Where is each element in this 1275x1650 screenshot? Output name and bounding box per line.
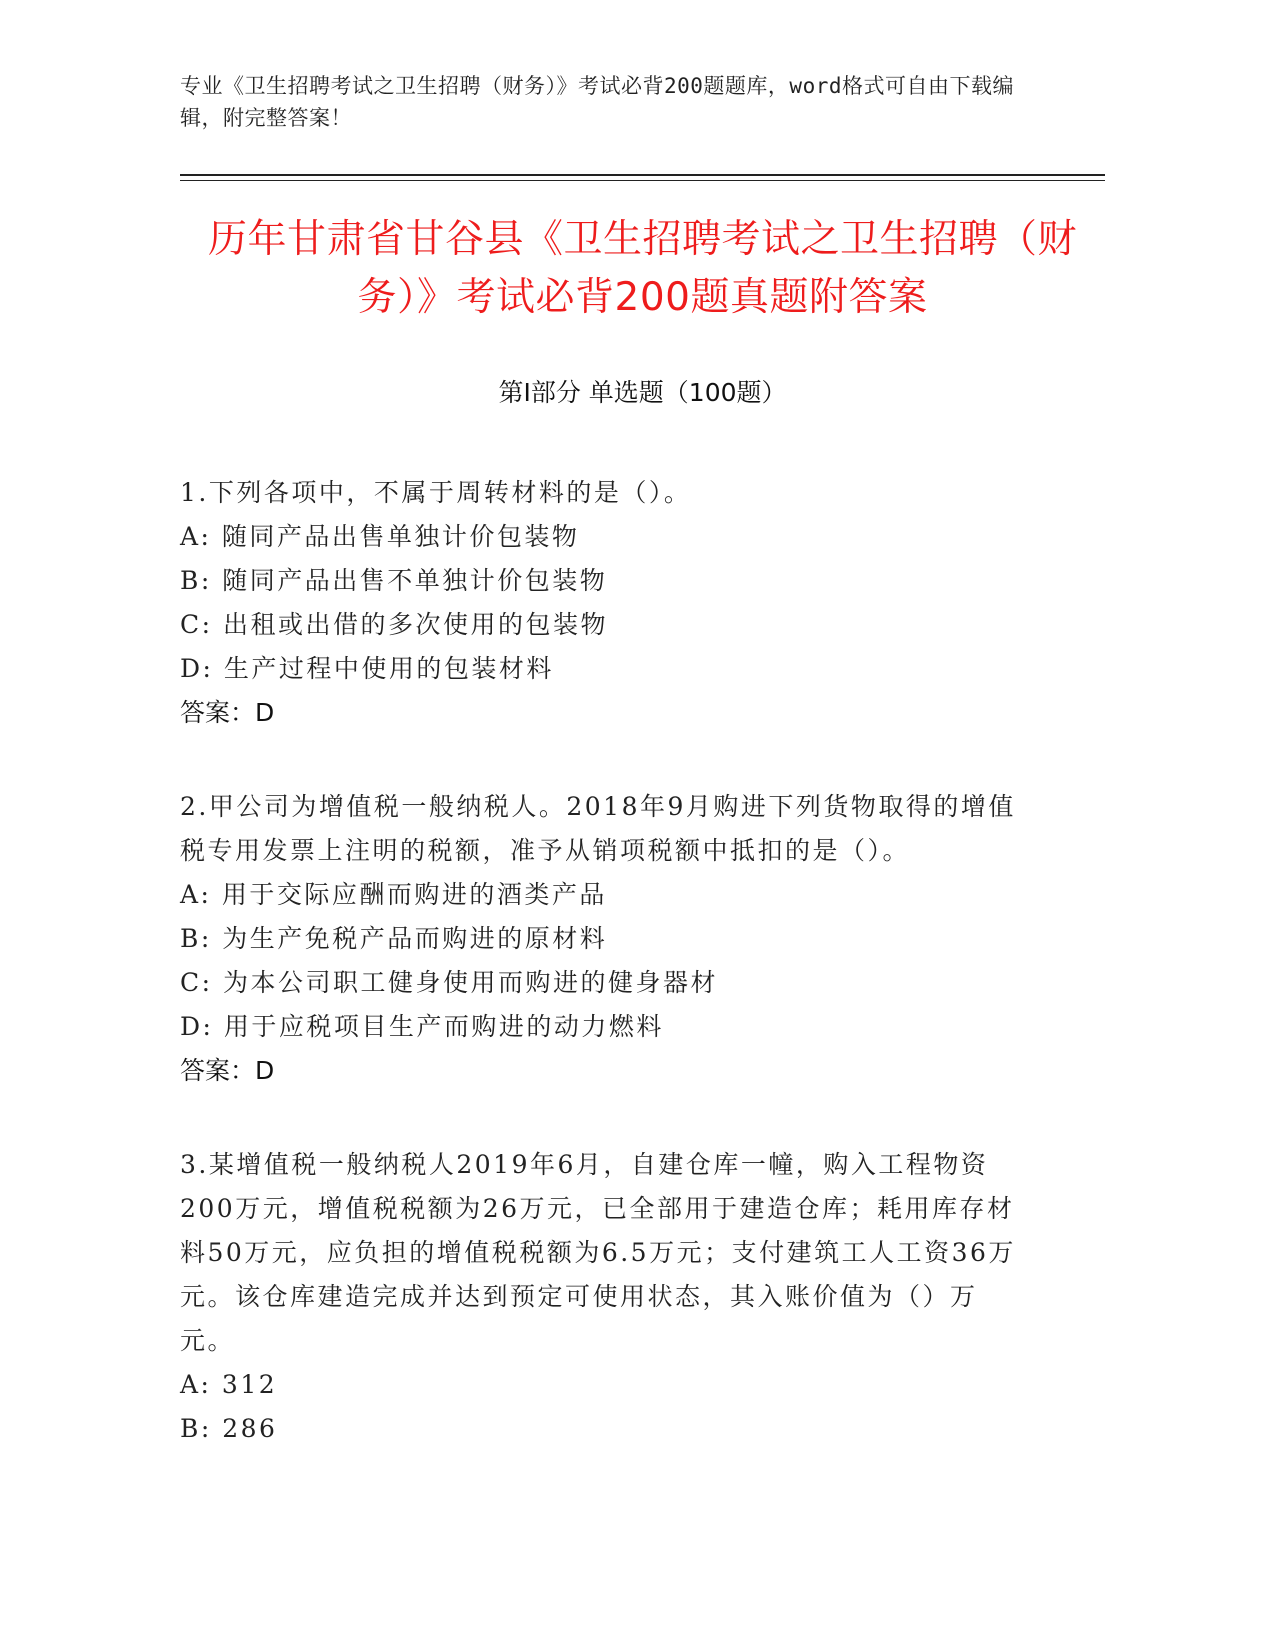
question-1 <box>180 471 1105 735</box>
document-page <box>180 70 1105 1451</box>
option-c: C: 出租或出借的多次使用的包装物 <box>180 610 608 639</box>
option-d: D: 用于应税项目生产而购进的动力燃料 <box>180 1012 664 1041</box>
option-b: B: 为生产免税产品而购进的原材料 <box>180 924 608 953</box>
option-b: B: 286 <box>180 1414 278 1443</box>
header-note: 专业《卫生招聘考试之卫生招聘（财务）》考试必背200题题库，word格式可自由下载编辑，附完整答案！ <box>180 74 1014 130</box>
option-a: A: 312 <box>180 1370 278 1399</box>
option-a: A: 随同产品出售单独计价包装物 <box>180 522 580 551</box>
option-c: C: 为本公司职工健身使用而购进的健身器材 <box>180 968 718 997</box>
section-heading: 第I部分 单选题（100题） <box>498 378 787 407</box>
question-text: 3.某增值税一般纳税人2019年6月，自建仓库一幢，购入工程物资200万元，增值税税额为26万元，已全部用于建造仓库；耗用库存材料50万元，应负担的增值税税额为6.5万元；支付建筑工人工资36万元。该仓库建造完成并达到预定可使用状态，其入账价值为（）万元。 <box>180 1150 1016 1355</box>
option-d: D: 生产过程中使用的包装材料 <box>180 654 554 683</box>
document-title: 历年甘肃省甘谷县《卫生招聘考试之卫生招聘（财务）》考试必背200题真题附答案 <box>207 217 1077 320</box>
header-divider <box>180 174 1105 181</box>
question-2 <box>180 785 1105 1093</box>
answer: 答案：D <box>180 1056 275 1085</box>
question-text: 1.下列各项中，不属于周转材料的是（）。 <box>180 478 692 507</box>
option-b: B: 随同产品出售不单独计价包装物 <box>180 566 608 595</box>
answer: 答案：D <box>180 698 275 727</box>
divider-line-thick <box>180 174 1105 176</box>
option-a: A: 用于交际应酬而购进的酒类产品 <box>180 880 607 909</box>
question-3 <box>180 1143 1105 1451</box>
question-text: 2.甲公司为增值税一般纳税人。2018年9月购进下列货物取得的增值税专用发票上注明的税额，准予从销项税额中抵扣的是（）。 <box>180 792 1016 865</box>
divider-line-thin <box>180 180 1105 181</box>
